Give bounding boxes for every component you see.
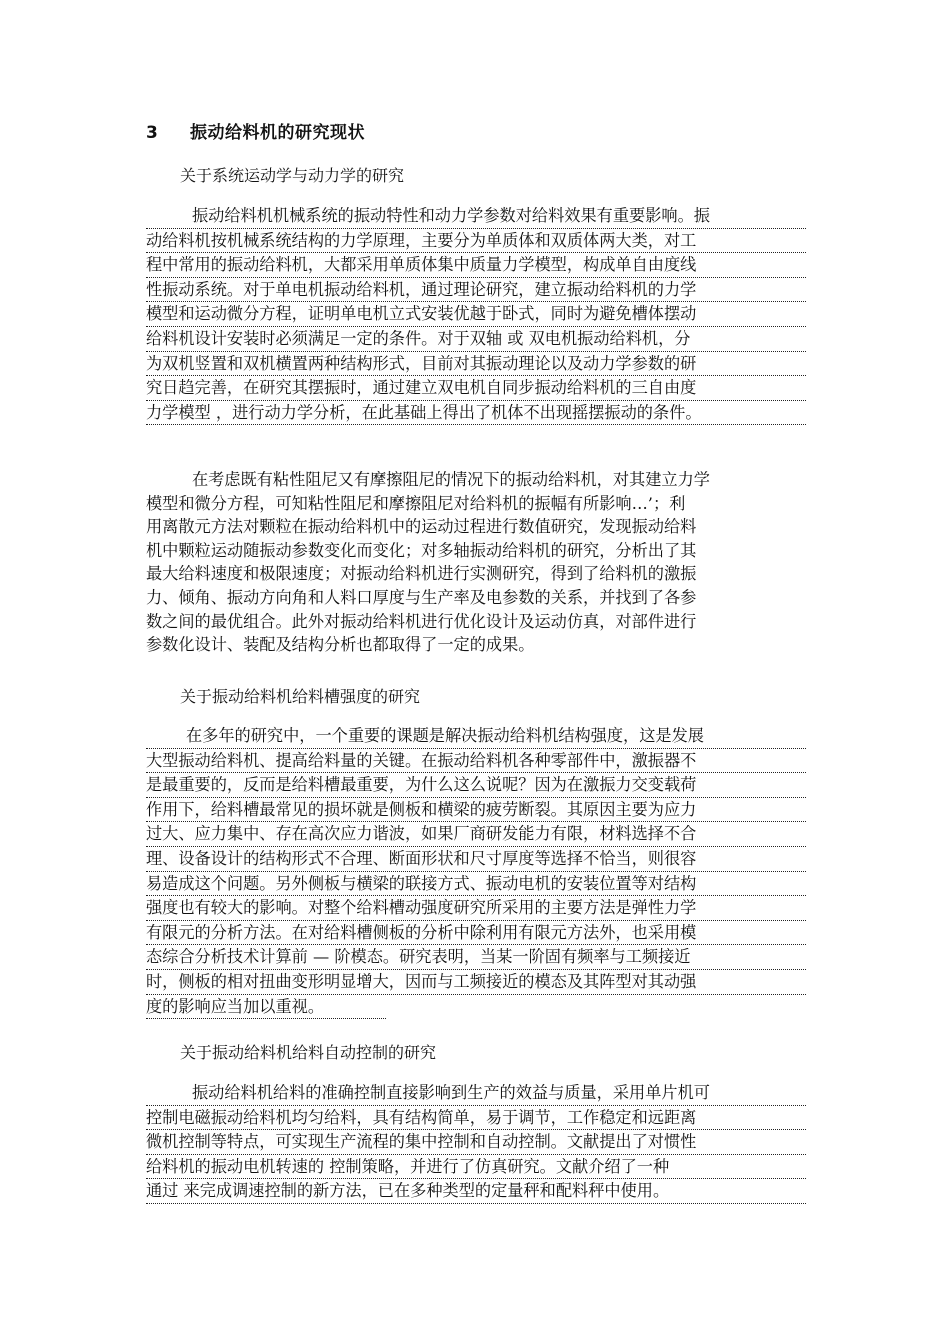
text-line: 程中常用的振动给料机，大都采用单质体集中质量力学模型，构成单自由度线 [146, 253, 806, 278]
text-line: 振动给料机机械系统的振动特性和动力学参数对给料效果有重要影响。振 [146, 204, 806, 229]
section-number: 3 [146, 123, 159, 143]
text-line: 强度也有较大的影响。对整个给料槽动强度研究所采用的主要方法是弹性力学 [146, 896, 806, 921]
text-line: 易造成这个问题。另外侧板与横梁的联接方式、振动电机的安装位置等对结构 [146, 872, 806, 897]
text-line: 态综合分析技术计算前 — 阶模态。研究表明，当某一阶固有频率与工频接近 [146, 945, 806, 970]
subheading-auto-control: 关于振动给料机给料自动控制的研究 [180, 1043, 437, 1062]
text-line: 数之间的最优组合。此外对振动给料机进行优化设计及运动仿真，对部件进行 [146, 611, 697, 631]
text-line: 时，侧板的相对扭曲变形明显增大，因而与工频接近的模态及其阵型对其动强 [146, 970, 806, 995]
subheading-kinematics: 关于系统运动学与动力学的研究 [180, 166, 405, 185]
text-line: 给料机的振动电机转速的 控制策略，并进行了仿真研究。文献介绍了一种 [146, 1155, 806, 1180]
text-line: 给料机设计安装时必须满足一定的条件。对于双轴 或 双电机振动给料机，分 [146, 327, 806, 352]
text-line: 力、倾角、振动方向角和人料口厚度与生产率及电参数的关系，并找到了各参 [146, 587, 697, 607]
text-line: 理、设备设计的结构形式不合理、断面形状和尺寸厚度等选择不恰当，则很容 [146, 847, 806, 872]
text-line: 机中颗粒运动随振动参数变化而变化；对多轴振动给料机的研究，分析出了其 [146, 540, 697, 560]
section-heading [146, 118, 365, 143]
text-line: 参数化设计、装配及结构分析也都取得了一定的成果。 [146, 635, 535, 655]
paragraph-auto-control [146, 1081, 806, 1204]
text-line: 模型和微分方程，可知粘性阻尼和摩擦阻尼对给料机的振幅有所影响…’；利 [146, 493, 686, 513]
text-line: 最大给料速度和极限速度；对振动给料机进行实测研究，得到了给料机的激振 [146, 564, 697, 584]
text-line: 过大、应力集中、存在高次应力谐波，如果厂商研发能力有限，材料选择不合 [146, 822, 806, 847]
subheading-trough-strength: 关于振动给料机给料槽强度的研究 [180, 687, 421, 706]
paragraph-kinematics [146, 204, 806, 425]
text-line: 作用下，给料槽最常见的损坏就是侧板和横梁的疲劳断裂。其原因主要为应力 [146, 798, 806, 823]
text-line: 振动给料机给料的准确控制直接影响到生产的效益与质量，采用单片机可 [146, 1081, 806, 1106]
text-line: 控制电磁振动给料机均匀给料，具有结构简单，易于调节，工作稳定和远距离 [146, 1106, 806, 1131]
text-line: 通过 来完成调速控制的新方法，已在多种类型的定量秤和配料秤中使用。 [146, 1179, 806, 1204]
text-line: 度的影响应当加以重视。 [146, 995, 386, 1020]
text-line: 模型和运动微分方程，证明单电机立式安装优越于卧式，同时为避免槽体摆动 [146, 302, 806, 327]
text-line: 是最重要的，反而是给料槽最重要，为什么这么说呢？因为在激振力交变载荷 [146, 773, 806, 798]
text-line: 有限元的分析方法。在对给料槽侧板的分析中除利用有限元方法外，也采用模 [146, 921, 806, 946]
text-line: 性振动系统。对于单电机振动给料机，通过理论研究，建立振动给料机的力学 [146, 278, 806, 303]
text-line: 微机控制等特点，可实现生产流程的集中控制和自动控制。文献提出了对惯性 [146, 1130, 806, 1155]
text-line: 究日趋完善，在研究其摆振时，通过建立双电机自同步振动给料机的三自由度 [146, 376, 806, 401]
text-line: 动给料机按机械系统结构的力学原理，主要分为单质体和双质体两大类，对工 [146, 229, 806, 254]
text-line: 力学模型 ，进行动力学分析，在此基础上得出了机体不出现摇摆振动的条件。 [146, 401, 806, 426]
paragraph-trough-strength [146, 724, 806, 1019]
paragraph-damping [146, 468, 806, 657]
text-line: 在多年的研究中，一个重要的课题是解决振动给料机结构强度，这是发展 [146, 724, 806, 749]
text-line: 大型振动给料机、提高给料量的关键。在振动给料机各种零部件中，激振器不 [146, 749, 806, 774]
text-line: 为双机竖置和双机横置两种结构形式，目前对其振动理论以及动力学参数的研 [146, 352, 806, 377]
text-line: 用离散元方法对颗粒在振动给料机中的运动过程进行数值研究，发现振动给料 [146, 517, 697, 537]
text-line: 在考虑既有粘性阻尼又有摩擦阻尼的情况下的振动给料机，对其建立力学 [192, 470, 710, 489]
section-title: 振动给料机的研究现状 [190, 123, 365, 143]
